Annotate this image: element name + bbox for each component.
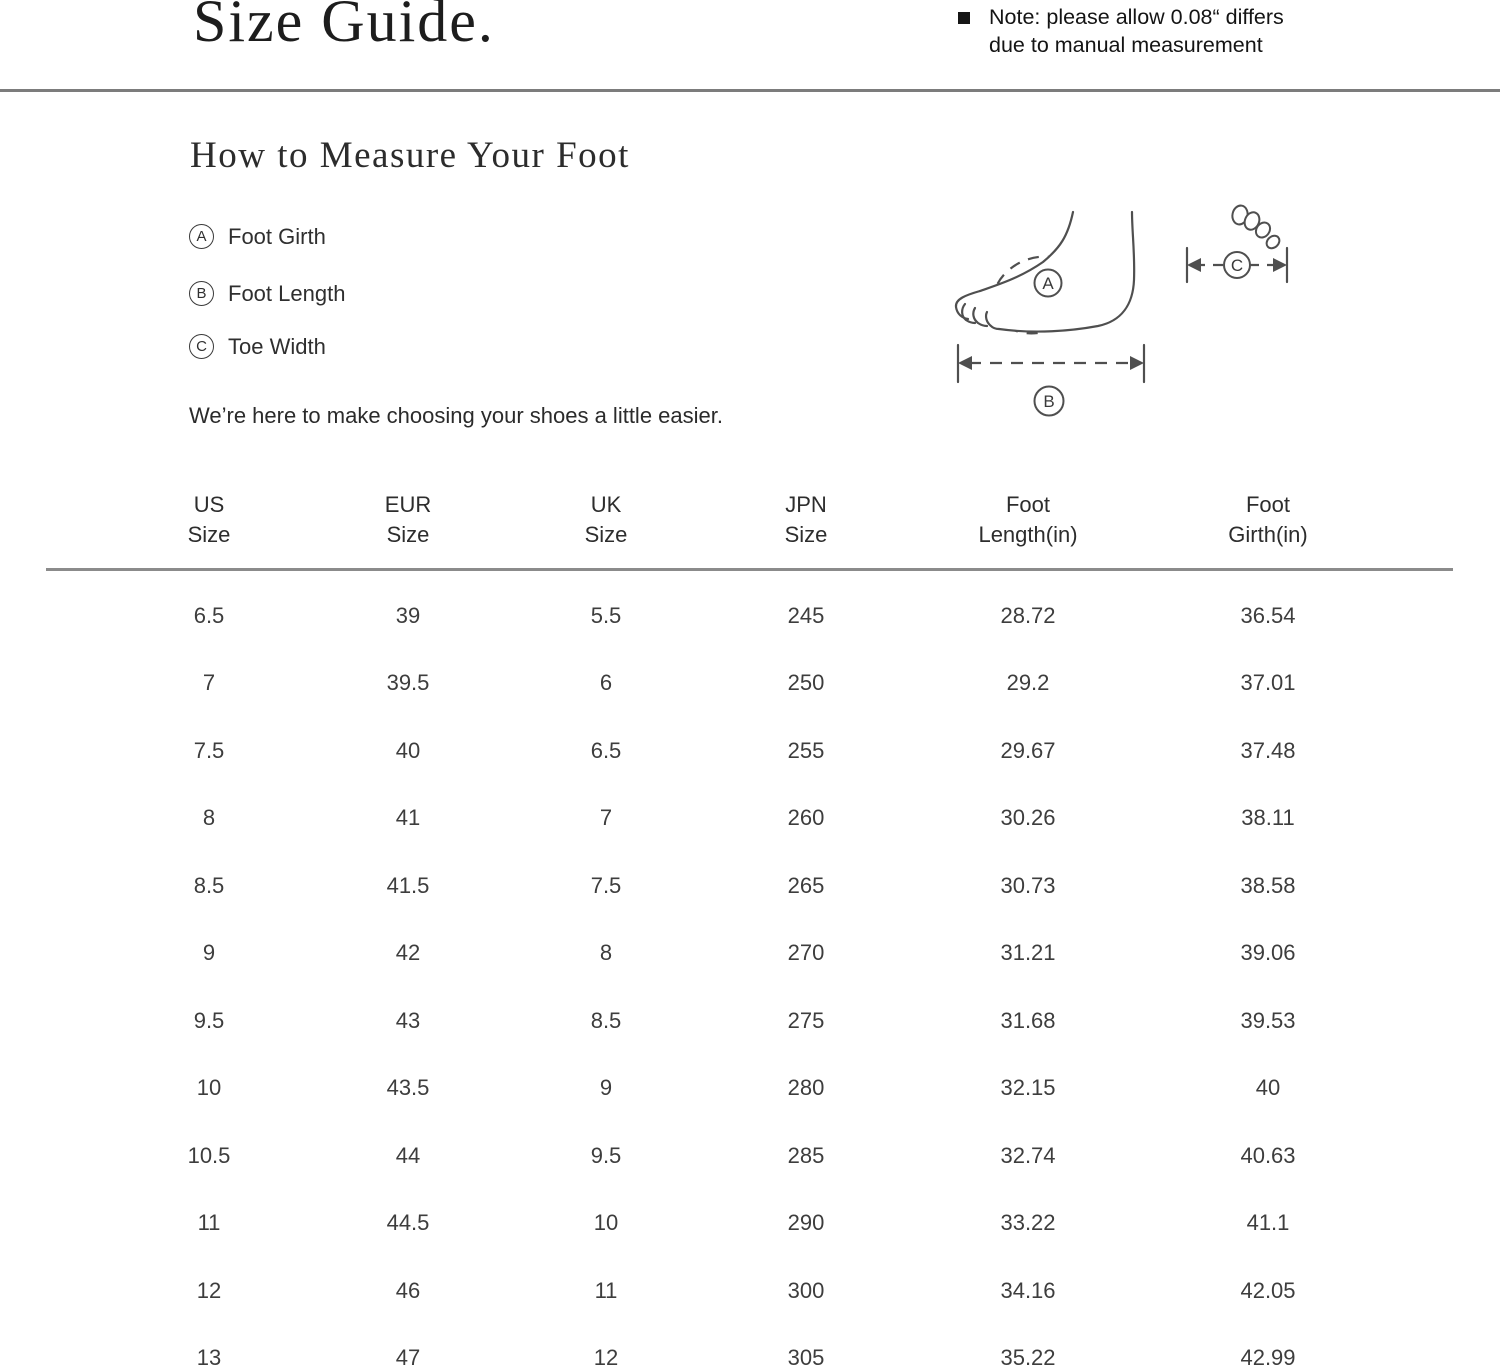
table-cell: 47 <box>395 1345 421 1368</box>
table-row <box>109 920 1387 988</box>
table-cell: 6.5 <box>193 602 225 628</box>
header-line: Girth(in) <box>1228 522 1308 547</box>
table-cell: 9.5 <box>193 1007 225 1033</box>
table-cell: 44 <box>395 1142 421 1168</box>
header-line: Size <box>187 522 231 547</box>
table-row <box>109 852 1387 920</box>
table-cell: 36.54 <box>1240 602 1296 628</box>
table-cell: 46 <box>395 1277 421 1303</box>
table-cell: 43 <box>395 1007 421 1033</box>
table-cell: 8.5 <box>193 872 225 898</box>
table-row <box>109 1325 1387 1368</box>
header-line: Foot <box>1005 492 1051 517</box>
table-cell: 12 <box>196 1277 222 1303</box>
table-cell: 10 <box>196 1075 222 1101</box>
note-line-2: due to manual measurement <box>989 32 1263 57</box>
table-row <box>109 1122 1387 1190</box>
table-cell: 245 <box>787 602 825 628</box>
table-cell: 28.72 <box>1000 602 1056 628</box>
table-cell: 31.68 <box>1000 1007 1056 1033</box>
table-cell: 11 <box>197 1210 221 1236</box>
column-header-foot-girth <box>1149 482 1387 582</box>
header-line: US <box>193 492 225 517</box>
measure-item-toe-width <box>189 334 326 359</box>
table-header-rule <box>46 568 1453 571</box>
table-cell: 7 <box>202 670 216 696</box>
table-cell: 33.22 <box>1000 1210 1056 1236</box>
table-cell: 9.5 <box>590 1142 622 1168</box>
column-header-us <box>109 482 309 582</box>
table-cell: 9 <box>599 1075 613 1101</box>
measurement-note <box>958 4 1319 59</box>
table-row <box>109 1190 1387 1258</box>
footprint-illustration <box>1192 195 1282 387</box>
measure-item-foot-length <box>189 281 345 306</box>
letter-c-badge: C <box>189 334 214 359</box>
table-cell: 250 <box>787 670 825 696</box>
column-header-foot-length <box>907 482 1149 582</box>
table-cell: 30.73 <box>1000 872 1056 898</box>
header-line: JPN <box>785 492 827 517</box>
table-cell: 32.15 <box>1000 1075 1056 1101</box>
table-cell: 7.5 <box>590 872 622 898</box>
header-line: Foot <box>1245 492 1291 517</box>
table-row <box>109 1257 1387 1325</box>
tagline: We’re here to make choosing your shoes a little easier. <box>189 403 723 428</box>
table-cell: 40 <box>395 737 421 763</box>
diagram-label-a <box>1035 270 1062 297</box>
foot-length-arrow <box>958 345 1144 382</box>
note-line-1: Note: please allow 0.08“ differs <box>989 5 1284 29</box>
table-cell: 6 <box>599 670 613 696</box>
table-cell: 12 <box>593 1345 619 1368</box>
foot-diagram-svg <box>935 168 1315 430</box>
table-cell: 42.99 <box>1240 1345 1296 1368</box>
table-cell: 8.5 <box>590 1007 622 1033</box>
measure-label: Toe Width <box>228 334 326 359</box>
table-cell: 10.5 <box>187 1142 231 1168</box>
table-cell: 39.53 <box>1240 1007 1296 1033</box>
measure-label: Foot Girth <box>228 224 326 249</box>
table-cell: 11 <box>594 1277 618 1303</box>
table-cell: 39.5 <box>386 670 430 696</box>
table-cell: 42 <box>395 940 421 966</box>
table-cell: 29.2 <box>1006 670 1050 696</box>
header-line: Length(in) <box>978 522 1078 547</box>
table-cell: 10 <box>593 1210 619 1236</box>
column-header-uk <box>507 482 705 582</box>
table-cell: 38.58 <box>1240 872 1296 898</box>
table-row <box>109 1055 1387 1123</box>
table-cell: 270 <box>787 940 825 966</box>
section-heading: How to Measure Your Foot <box>190 135 630 176</box>
table-cell: 41.1 <box>1246 1210 1290 1236</box>
table-cell: 265 <box>787 872 825 898</box>
table-cell: 37.48 <box>1240 737 1296 763</box>
table-cell: 37.01 <box>1240 670 1296 696</box>
size-table-body <box>109 582 1387 1368</box>
table-cell: 43.5 <box>386 1075 430 1101</box>
header-line: Size <box>386 522 430 547</box>
table-cell: 34.16 <box>1000 1277 1056 1303</box>
table-cell: 8 <box>202 805 216 831</box>
header-line: Size <box>584 522 628 547</box>
table-cell: 35.22 <box>1000 1345 1056 1368</box>
header-line: EUR <box>384 492 432 517</box>
table-cell: 255 <box>787 737 825 763</box>
table-cell: 32.74 <box>1000 1142 1056 1168</box>
table-cell: 30.26 <box>1000 805 1056 831</box>
table-cell: 300 <box>787 1277 825 1303</box>
table-cell: 8 <box>599 940 613 966</box>
table-cell: 29.67 <box>1000 737 1056 763</box>
table-row <box>109 650 1387 718</box>
table-row <box>109 582 1387 650</box>
letter-b-badge: B <box>189 281 214 306</box>
table-cell: 5.5 <box>590 602 622 628</box>
table-row <box>109 785 1387 853</box>
table-cell: 44.5 <box>386 1210 430 1236</box>
header-divider <box>0 89 1500 92</box>
foot-measurement-diagram <box>935 168 1315 430</box>
table-cell: 38.11 <box>1241 805 1295 831</box>
table-cell: 39.06 <box>1240 940 1296 966</box>
table-cell: 41.5 <box>386 872 430 898</box>
table-cell: 285 <box>787 1142 825 1168</box>
header-row <box>109 482 1387 582</box>
measure-label: Foot Length <box>228 281 346 306</box>
size-table <box>109 482 1387 1368</box>
table-cell: 290 <box>787 1210 825 1236</box>
table-cell: 40.63 <box>1240 1142 1296 1168</box>
header-line: Size <box>784 522 828 547</box>
note-text <box>989 4 1319 59</box>
table-row <box>109 717 1387 785</box>
table-cell: 7 <box>599 805 613 831</box>
measure-item-foot-girth <box>189 224 326 249</box>
svg-text:A: A <box>1042 274 1054 293</box>
square-bullet-icon <box>958 12 970 24</box>
table-cell: 42.05 <box>1240 1277 1296 1303</box>
table-cell: 280 <box>787 1075 825 1101</box>
table-cell: 7.5 <box>193 737 225 763</box>
page-title: Size Guide. <box>193 0 495 54</box>
table-cell: 305 <box>787 1345 825 1368</box>
table-cell: 9 <box>202 940 216 966</box>
svg-text:C: C <box>1230 256 1244 275</box>
column-header-eur <box>309 482 507 582</box>
table-cell: 260 <box>787 805 825 831</box>
table-cell: 39 <box>395 602 421 628</box>
table-cell: 31.21 <box>1000 940 1056 966</box>
diagram-label-b <box>1035 387 1064 416</box>
svg-text:B: B <box>1043 392 1055 411</box>
header-line: UK <box>590 492 622 517</box>
table-cell: 40 <box>1255 1075 1281 1101</box>
size-table-header <box>109 482 1387 582</box>
table-cell: 41 <box>395 805 421 831</box>
table-cell: 275 <box>787 1007 825 1033</box>
table-cell: 13 <box>196 1345 222 1368</box>
column-header-jpn <box>705 482 907 582</box>
table-cell: 6.5 <box>590 737 622 763</box>
diagram-label-c <box>1224 252 1250 278</box>
letter-a-badge: A <box>189 224 214 249</box>
table-row <box>109 987 1387 1055</box>
